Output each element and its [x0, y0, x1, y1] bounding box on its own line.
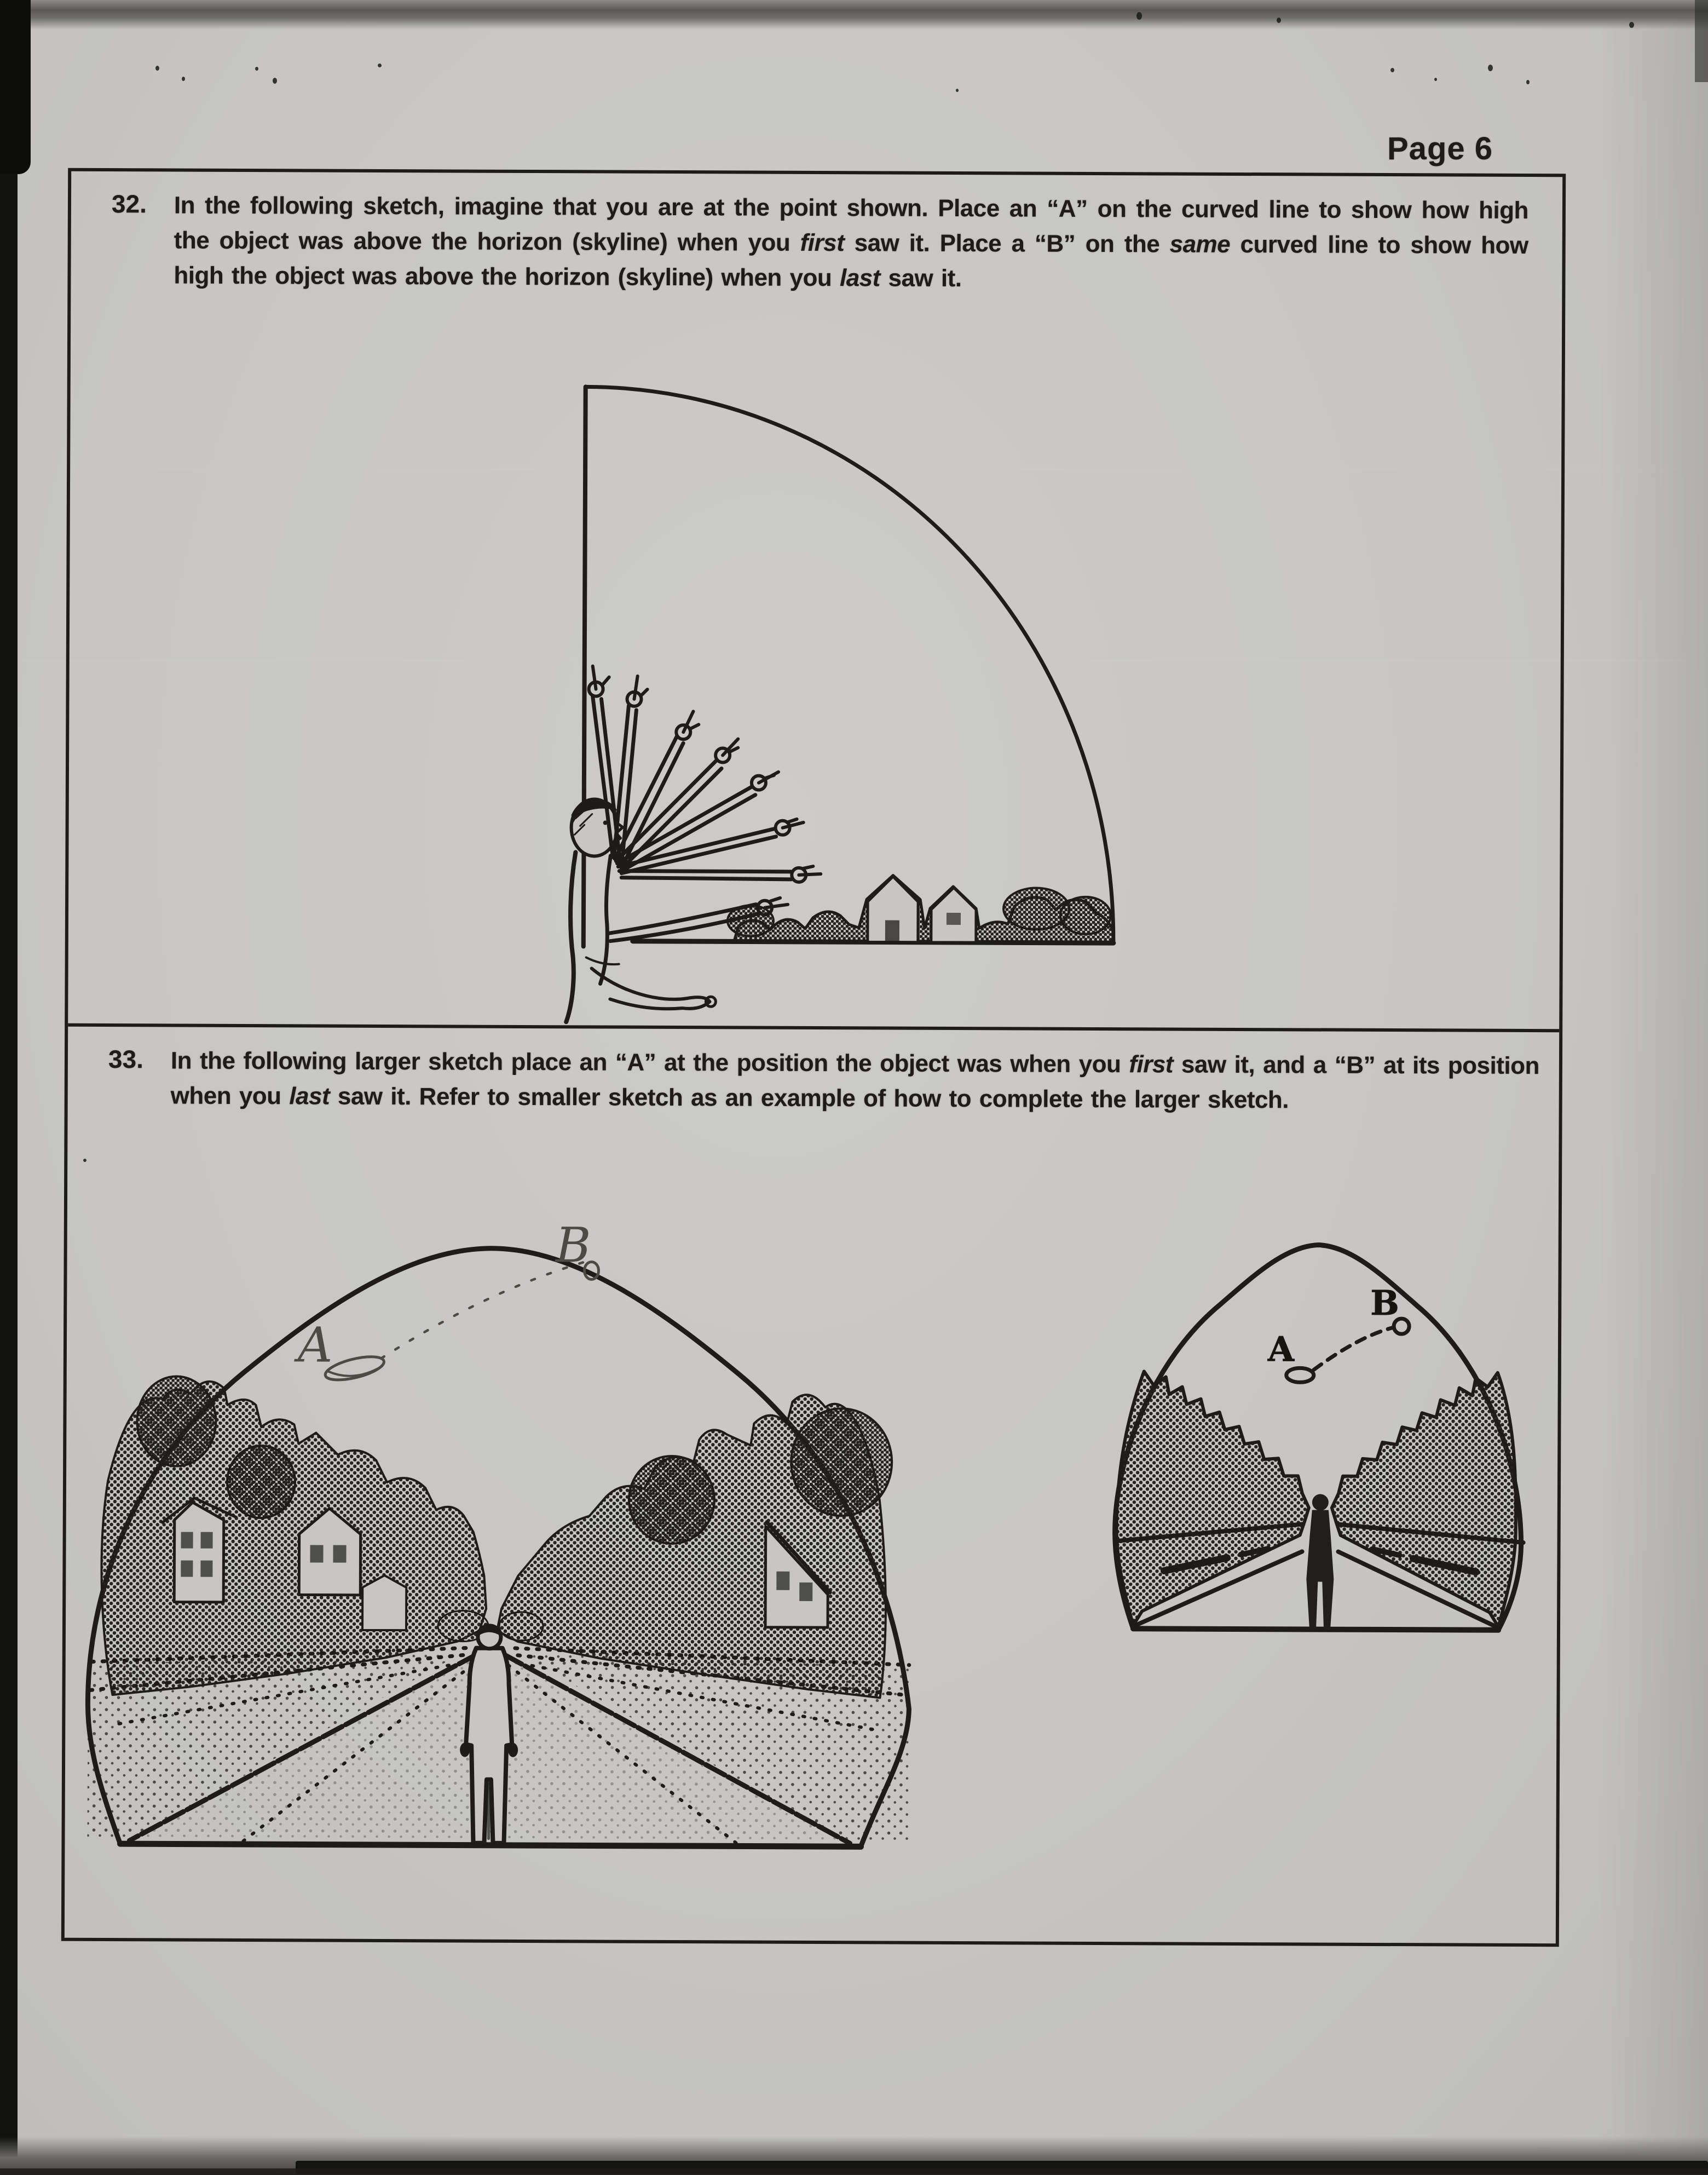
dust-speck	[1526, 80, 1530, 84]
example-label-a: A	[1267, 1329, 1295, 1370]
building-window	[181, 1532, 193, 1549]
dome-ground-line	[120, 1844, 861, 1846]
quarter-circle-elevation-sketch	[569, 377, 1125, 1025]
right-tree-clump	[629, 1456, 715, 1544]
pencil-annotation-a: A	[297, 1316, 333, 1373]
scan-bottom-edge	[0, 2168, 1708, 2175]
example-annotations	[1267, 1282, 1410, 1383]
sketch-vertical-axis	[584, 387, 586, 946]
building-window	[200, 1561, 212, 1577]
example-object-b	[1394, 1319, 1409, 1334]
left-treeline-mass	[1116, 1371, 1309, 1626]
center-tree-clump	[499, 1612, 543, 1641]
pencil-trajectory-dashes	[381, 1261, 585, 1359]
right-treeline-mass	[1331, 1372, 1516, 1627]
dust-speck	[1277, 18, 1281, 23]
building-window	[201, 1532, 213, 1549]
scan-top-right-mark	[1695, 0, 1708, 82]
dust-speck	[182, 77, 185, 81]
left-tree-clump	[137, 1376, 216, 1466]
example-trajectory-dashes	[1314, 1327, 1394, 1371]
building-window	[181, 1561, 193, 1577]
dust-speck	[1136, 12, 1142, 20]
questions-box	[61, 168, 1566, 1947]
pointing-arms-fan	[588, 666, 822, 942]
observer-back	[566, 852, 575, 1022]
left-shed	[362, 1575, 406, 1630]
observer-figure	[566, 798, 717, 1022]
dust-speck	[378, 64, 382, 67]
dust-speck	[155, 66, 159, 71]
dust-speck	[1629, 22, 1634, 28]
question-33-text: In the following larger sketch place an “A” at the position the object was when you first saw it, and a “B” at its position when you last saw it. Refer to smaller sketch as an example of how to complete the larger sketch.	[170, 1047, 1540, 1114]
house-window	[799, 1583, 812, 1601]
dust-speck	[255, 67, 258, 71]
dust-speck	[1390, 68, 1394, 72]
dust-speck	[1488, 65, 1493, 71]
question-32-text: In the following sketch, imagine that you are at the point shown. Place an “A” on the curved line to show how high the object was above the horizon (skyline) when you first saw it. Place a “B” on the same curved line to show how high the object was above the horizon (skyline) when you last saw it.	[174, 192, 1529, 292]
observer-lower-arm	[591, 968, 709, 1009]
page-number-label: Page 6	[1387, 131, 1493, 166]
left-building	[174, 1503, 224, 1602]
house-door	[885, 920, 899, 942]
tree-clump	[1060, 897, 1111, 934]
dust-speck	[273, 78, 277, 84]
dust-speck	[956, 89, 959, 92]
question-32-number: 32.	[111, 189, 147, 218]
house-window	[947, 913, 961, 925]
house-window	[333, 1545, 346, 1563]
small-example-dome-sketch	[1109, 1228, 1532, 1645]
person-hand	[508, 1743, 518, 1757]
standing-person-silhouette	[1306, 1494, 1334, 1629]
observer-belly-line	[586, 957, 619, 964]
tree-clump	[1003, 888, 1069, 929]
left-tree-clump	[227, 1446, 296, 1518]
example-object-a	[1286, 1368, 1314, 1382]
question-33-number: 33.	[108, 1045, 144, 1074]
pencil-saucer-rim	[328, 1366, 382, 1376]
scan-corner-blob	[0, 0, 31, 174]
sketch-arc	[584, 387, 1116, 942]
scan-left-edge	[0, 0, 18, 2175]
example-label-b: B	[1370, 1282, 1399, 1324]
scan-top-band	[0, 0, 1708, 30]
section-divider	[68, 1023, 1559, 1032]
large-dome-street-sketch	[79, 1217, 919, 1857]
scan-right-shadow	[1599, 0, 1708, 2175]
house-window	[310, 1545, 323, 1562]
right-tree-clump	[791, 1408, 892, 1516]
person-hand	[460, 1743, 470, 1757]
dust-speck	[1434, 78, 1437, 81]
pencil-annotation-b: B	[555, 1217, 591, 1274]
house-window	[776, 1572, 789, 1590]
